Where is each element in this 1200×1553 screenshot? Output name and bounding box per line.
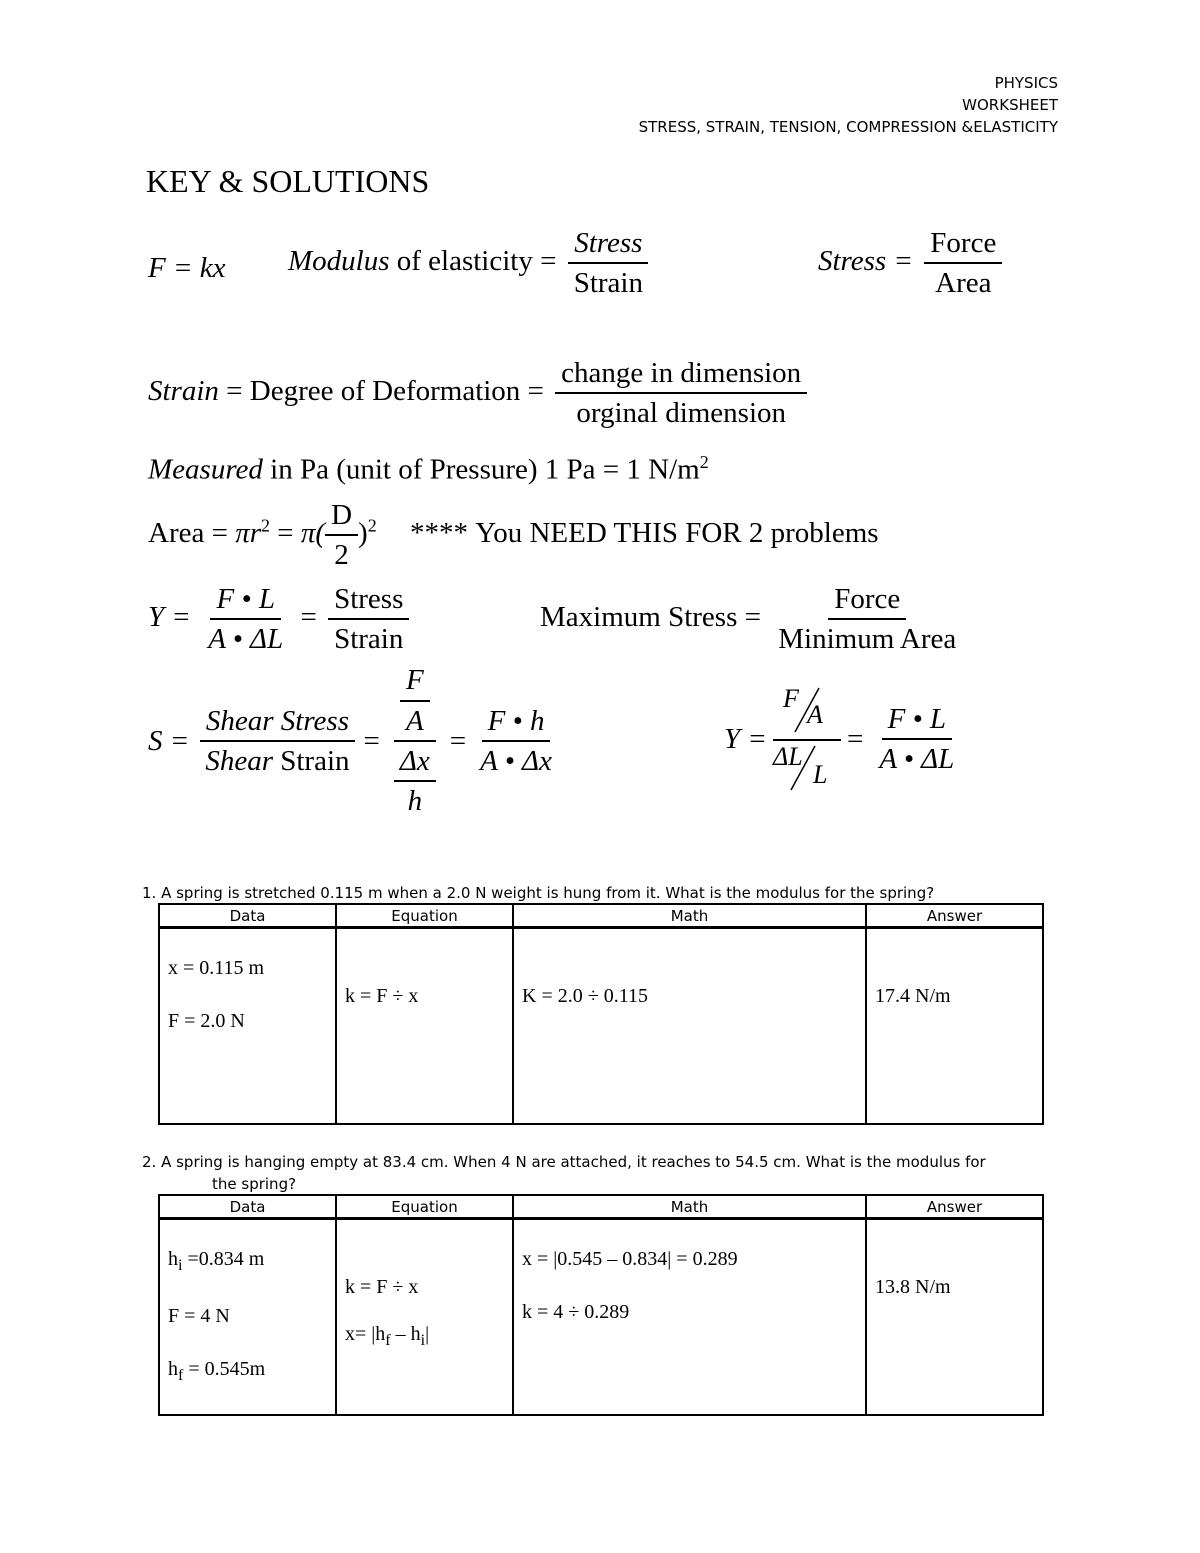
problem-1-question: 1. A spring is stretched 0.115 m when a 2.0 N weight is hung from it. What is the modulus for the spring?: [142, 884, 935, 902]
table-row: [159, 928, 1043, 1124]
y-numerator-2: Stress: [328, 584, 409, 620]
data-x: x = 0.115 m: [168, 957, 265, 979]
y2-l: L: [812, 760, 828, 789]
max-fraction: [772, 584, 962, 655]
shear-numerator: Shear Stress: [200, 706, 355, 742]
strain-denominator: orginal dimension: [576, 397, 787, 430]
data-hi: [168, 1248, 327, 1275]
slash-fraction: [773, 684, 841, 794]
math-cell: [513, 928, 866, 1124]
s-equals: =: [363, 724, 380, 757]
data-f: F = 4 N: [168, 1305, 230, 1327]
y2-numerator: F • L: [882, 704, 953, 740]
strain-rest: = Degree of Deformation =: [226, 375, 544, 408]
answer-cell: [866, 928, 1043, 1124]
worksheet-header: [639, 72, 1058, 138]
shear-modulus-formula: [148, 666, 562, 816]
answer-text: 17.4 N/m: [875, 985, 951, 1007]
hi-base: h: [168, 1248, 178, 1270]
area-denominator: 2: [334, 539, 349, 572]
math-cell: [513, 1219, 866, 1415]
area-pi-r: πr: [235, 517, 262, 550]
eq-x-start: x= |h: [345, 1323, 386, 1345]
modulus-numerator: Stress: [568, 228, 648, 264]
y2-equals: =: [846, 722, 864, 755]
col-header-answer: Answer: [866, 1195, 1043, 1219]
measured-rest: in Pa (unit of Pressure) 1 Pa = 1 N/m: [270, 453, 700, 486]
area-pi-open: π(: [300, 517, 326, 550]
col-header-math: Math: [513, 904, 866, 928]
y2-lhs: Y =: [724, 722, 767, 755]
area-numerator: D: [325, 500, 358, 536]
modulus-denominator: Strain: [573, 267, 643, 300]
col-header-data: Data: [159, 904, 336, 928]
compound-denominator: [388, 742, 442, 817]
math-x: x = |0.545 – 0.834| = 0.289: [522, 1248, 738, 1270]
measured-units-line: [148, 452, 709, 487]
problem-2-question: 2. A spring is hanging empty at 83.4 cm. When 4 N are attached, it reaches to 54.5 cm. What is the modulus for: [142, 1153, 986, 1171]
data-cell: [159, 1219, 336, 1415]
a-term: A: [405, 704, 424, 737]
data-cell: [159, 928, 336, 1124]
f-over-a: [400, 665, 430, 736]
math-text: K = 2.0 ÷ 0.115: [522, 985, 648, 1007]
math-k: k = 4 ÷ 0.289: [522, 1301, 630, 1323]
compound-fraction: [388, 665, 442, 817]
modulus-formula: [288, 228, 653, 299]
slash-lines: [773, 684, 841, 794]
equation-cell: [336, 928, 513, 1124]
y-denominator: A • ΔL: [208, 623, 284, 656]
y-fraction: [202, 584, 289, 655]
stress-fraction: [924, 228, 1002, 299]
strain-formula: [148, 358, 811, 429]
maximum-stress-formula: [540, 584, 966, 655]
stress-formula: [818, 228, 1006, 299]
y-fraction-2: [328, 584, 409, 655]
shear-row: [148, 666, 562, 816]
col-header-data: Data: [159, 1195, 336, 1219]
s-lhs: S =: [148, 724, 190, 757]
dx-over-h: [394, 746, 436, 817]
y-lhs: Y =: [148, 601, 191, 634]
hi-value: =0.834 m: [182, 1248, 265, 1270]
col-header-answer: Answer: [866, 904, 1043, 928]
table-header-row: [159, 904, 1043, 928]
problem-2-table: [158, 1194, 1044, 1416]
hf-value: = 0.545m: [183, 1358, 266, 1380]
strain-numerator: change in dimension: [555, 358, 807, 394]
y-equals: =: [300, 601, 317, 634]
youngs-slash-formula: [724, 684, 964, 804]
youngs-slash-row: [724, 684, 964, 794]
h-term: h: [407, 785, 423, 818]
eq-sub-i: i: [420, 1332, 426, 1349]
problem-1-table: [158, 903, 1044, 1125]
stress-denominator: Area: [935, 267, 992, 300]
header-topic: STRESS, STRAIN, TENSION, COMPRESSION &ELASTICITY: [638, 118, 1058, 136]
area-exponent: 2: [261, 515, 271, 536]
header-type: WORKSHEET: [962, 96, 1058, 114]
y2-fraction: [873, 704, 960, 775]
problem-2-question-cont: the spring?: [212, 1175, 297, 1193]
shear-word: Shear: [205, 745, 273, 777]
table-header-row: [159, 1195, 1043, 1219]
shear-result-fraction: [474, 706, 558, 777]
y2-a: A: [806, 700, 823, 729]
data-hf: [168, 1358, 327, 1385]
shear-denominator: [199, 742, 355, 776]
equation-text: k = F ÷ x: [345, 985, 419, 1007]
shear-fraction: [199, 706, 355, 777]
table-row: [159, 1219, 1043, 1415]
area-note: **** You NEED THIS FOR 2 problems: [409, 517, 879, 550]
hooke-law-formula: F = kx: [148, 252, 226, 284]
col-header-equation: Equation: [336, 1195, 513, 1219]
header-subject: PHYSICS: [994, 74, 1058, 92]
col-header-math: Math: [513, 1195, 866, 1219]
max-numerator: Force: [828, 584, 906, 620]
modulus-word: Modulus: [288, 245, 390, 278]
max-lhs: Maximum Stress =: [540, 601, 761, 634]
area-lhs: Area =: [148, 517, 228, 550]
stress-lhs: Stress =: [818, 245, 914, 278]
eq-x-mid: – h: [390, 1323, 421, 1345]
stress-numerator: Force: [924, 228, 1002, 264]
area-exponent-2: 2: [367, 515, 377, 536]
area-equals: =: [277, 517, 294, 550]
max-denominator: Minimum Area: [778, 623, 957, 656]
modulus-fraction: [568, 228, 649, 299]
dx-term: Δx: [394, 746, 436, 782]
area-formula: [148, 500, 879, 571]
hi-sub: i: [178, 1257, 183, 1274]
shear-result-denominator: A • Δx: [480, 745, 552, 777]
equation-x: [345, 1323, 504, 1350]
answer-text: 13.8 N/m: [875, 1276, 951, 1298]
eq-x-end: |: [425, 1323, 430, 1345]
area-diameter-fraction: [325, 500, 358, 571]
shear-result-numerator: F • h: [482, 706, 551, 742]
equation-cell: [336, 1219, 513, 1415]
answer-cell: [866, 1219, 1043, 1415]
modulus-rest: of elasticity =: [396, 245, 557, 278]
s-equals-2: =: [449, 724, 467, 757]
eq-sub-f: f: [385, 1332, 391, 1349]
page-title: KEY & SOLUTIONS: [146, 163, 430, 199]
strain-word: Strain: [148, 375, 219, 408]
y2-denominator: A • ΔL: [879, 743, 955, 775]
y-numerator: F • L: [210, 584, 281, 620]
equation-k: k = F ÷ x: [345, 1276, 419, 1298]
strain-fraction: [555, 358, 807, 429]
y-denominator-2: Strain: [334, 623, 404, 656]
y2-dl: ΔL: [772, 742, 803, 771]
col-header-equation: Equation: [336, 904, 513, 928]
hf-sub: f: [178, 1367, 184, 1384]
hf-base: h: [168, 1358, 178, 1380]
compound-numerator: [394, 665, 436, 742]
strain-word-2: Strain: [280, 745, 350, 777]
data-f: F = 2.0 N: [168, 1010, 245, 1032]
youngs-modulus-formula: [148, 584, 413, 655]
f-term: F: [400, 665, 430, 701]
measured-word: Measured: [148, 453, 263, 486]
area-close: ): [358, 517, 368, 550]
measured-exponent: 2: [699, 452, 709, 472]
y2-f: F: [782, 684, 799, 713]
